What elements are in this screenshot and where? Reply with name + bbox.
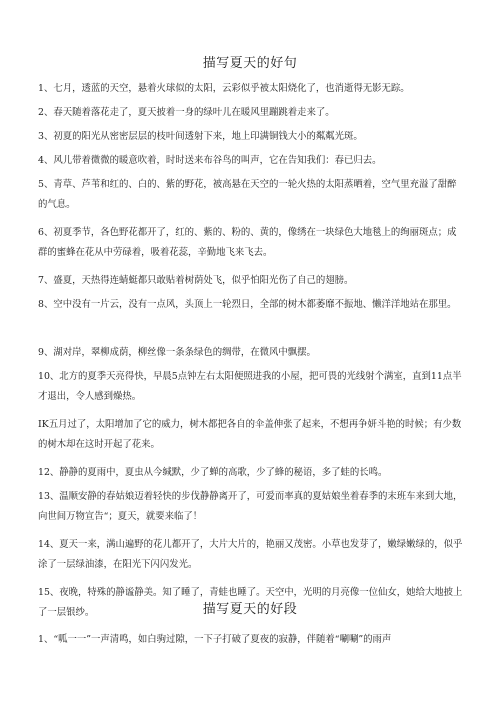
sentence-7: 7、盛夏，天热得连蜻蜓都只敢贴着树荫处飞，似乎怕阳光伤了自己的翅膀。	[38, 275, 354, 286]
sentence-1: 1、七月，透蓝的天空，悬着火球似的太阳，云彩似乎被太阳烧化了，也消逝得无影无踪。	[38, 83, 410, 94]
sentence-14: 14、夏天一来，满山遍野的花儿都开了，大片大片的，艳丽又茂密。小草也发芽了，嫩绿嫩绿的，似乎涂了一层绿油漆，在阳光下闪闪发光。	[38, 539, 463, 570]
section-title-paragraphs: 描写夏天的好段	[202, 602, 298, 617]
sentence-11: IK五月过了，太阳增加了它的威力，树木都把各自的伞盖伸张了起来，不想再争妍斗艳的时候；有少数的树木却在这时开起了花来。	[38, 419, 462, 450]
sentence-10: 10、北方的夏季天亮得快，早晨5点钟左右太阳便照进我的小屋，把可畏的光线射个满室，直到11点半才退出，令人感到燥热。	[38, 371, 462, 402]
paragraph-1: 1、“呱一一”一声清鸣，如白驹过隙，一下子打破了夏夜的寂静，伴随着“唰唰”的雨声	[38, 634, 392, 645]
sentence-9: 9、湖对岸，翠柳成荫，柳丝像一条条绿色的绸带，在微风中飘摆。	[38, 347, 316, 358]
section-title-sentences: 描写夏天的好句	[202, 56, 298, 71]
sentence-2: 2、春天随着落花走了，夏天披着一身的绿叶儿在暖风里蹦跳着走来了。	[38, 107, 335, 118]
sentence-12: 12、静静的夏雨中，夏虫从今缄默，少了蝉的高歌，少了蜂的秘语，多了蛙的长鸣。	[38, 467, 388, 478]
sentence-15: 15、夜晚，特殊的静谧静美。知了睡了，青蛙也睡了。天空中，光明的月亮像一位仙女，她给大地披上了一层银纱。	[38, 587, 463, 618]
sentence-6: 6、初夏季节，各色野花都开了，红的、紫的、粉的、黄的，像绣在一块绿色大地毯上的绚丽斑点；成群的蜜蜂在花从中劳碌着，吸着花蕊，辛勤地飞来飞去。	[38, 227, 457, 258]
sentence-13: 13、温顺安静的春姑娘迈着轻快的步伐静静离开了，可爱而率真的夏姑娘坐着春季的末班车来到大地，向世间万物宣告“；夏天，就要来临了！	[38, 491, 463, 522]
sentence-8: 8、空中没有一片云，没有一点风，头顶上一轮烈日，全部的树木都萎靡不振地、懒洋洋地站在那里。	[38, 299, 457, 310]
sentence-5: 5、青草、芦苇和红的、白的、紫的野花，被高悬在天空的一轮火热的太阳蒸晒着，空气里充溢了甜醉的气息。	[38, 179, 457, 210]
sentence-3: 3、初夏的阳光从密密层层的枝叶间透射下来，地上印满铜钱大小的粼粼光斑。	[38, 131, 363, 142]
sentence-4: 4、风儿带着微微的暖意吹着，时时送来布谷鸟的叫声，它在告知我们：春已归去。	[38, 155, 382, 166]
